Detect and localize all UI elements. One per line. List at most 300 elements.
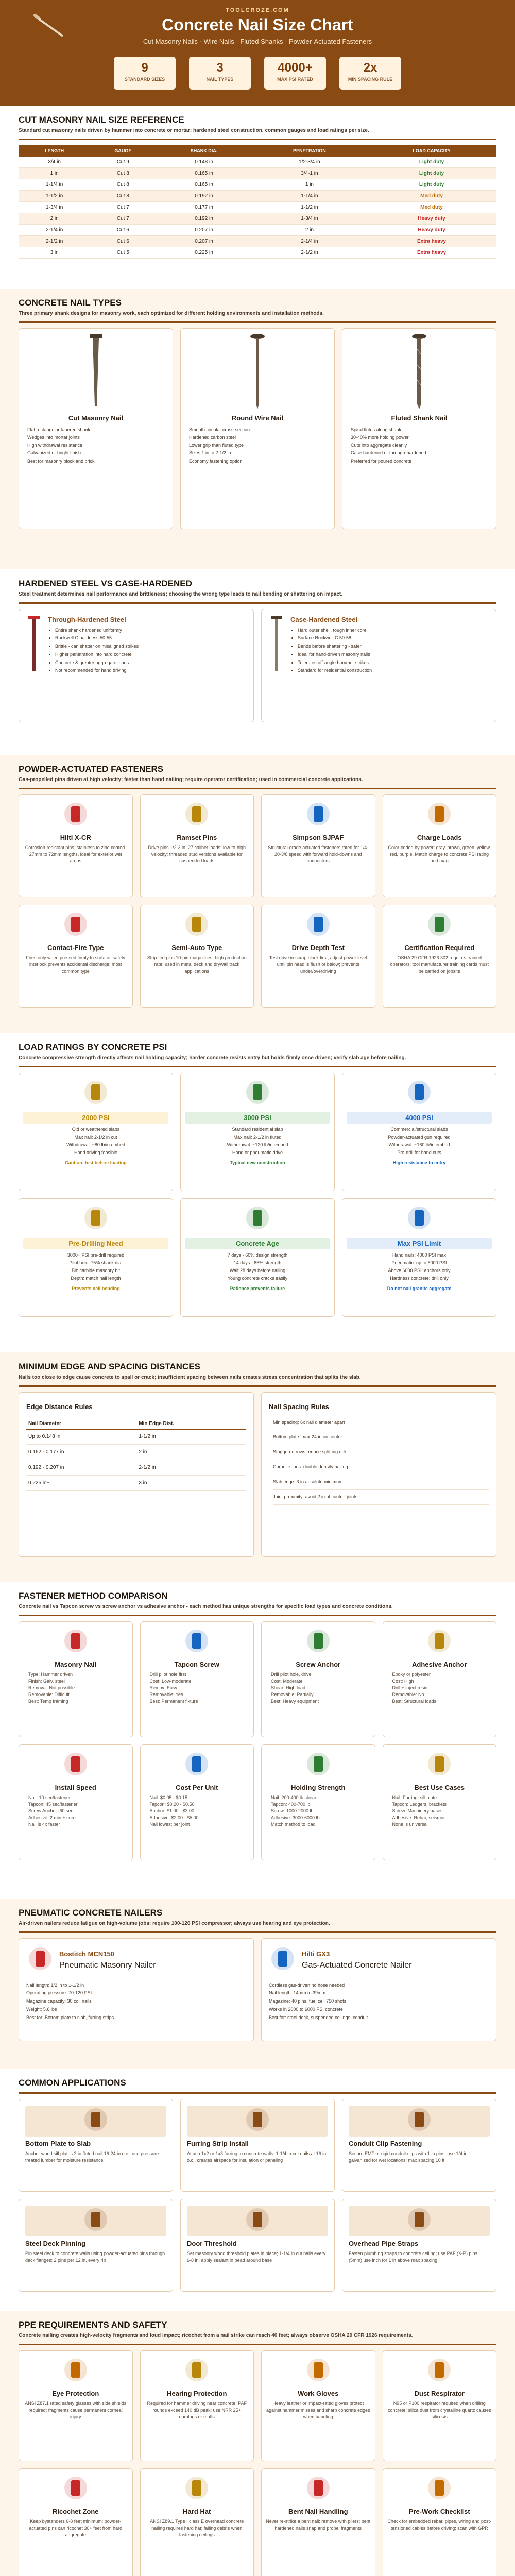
list-item: • Entire shank hardened uniformly: [55, 626, 139, 635]
table-header-row: [19, 145, 496, 157]
powder-card: [383, 794, 497, 897]
table-cell: 1-1/2 in: [19, 190, 90, 201]
size-table: [19, 145, 496, 259]
concrete-block-icon: [347, 1204, 492, 1234]
card-title: Ramset Pins: [177, 833, 217, 841]
card-title: Pre-Work Checklist: [408, 2507, 470, 2515]
list-item: Hardness concrete: drill only: [390, 1276, 449, 1281]
psi-header: 3000 PSI: [185, 1112, 330, 1124]
list-item: Preferred for poured concrete: [351, 458, 412, 464]
psi-card: [180, 1073, 335, 1191]
list-item: Max nail: 2-1/2 in cut: [74, 1134, 117, 1140]
section-divider: [19, 321, 496, 323]
table-row: [19, 179, 496, 190]
list-item: Min spacing: 6x nail diameter apart: [273, 1416, 489, 1431]
pneumatic-section: [0, 1899, 515, 2069]
table-cell: 1-1/2 in: [136, 1429, 246, 1445]
size-table-body: [19, 157, 496, 259]
application-card: [342, 2199, 496, 2292]
table-cell: 0.165 in: [156, 179, 252, 190]
list-item: Hand nails: 4000 PSI max: [392, 1252, 447, 1258]
powder-tool-icon: [387, 910, 492, 941]
card-title: Through-Hardened Steel: [48, 615, 126, 623]
list-item: 7 days - 60% design strength: [227, 1252, 288, 1258]
ppe-icon: [387, 2474, 492, 2504]
card-title: Bostitch MCN150: [59, 1950, 114, 1958]
list-item: Economy fastening option: [189, 458, 243, 464]
list-item: Case-hardened or through-hardened: [351, 450, 426, 456]
col-header: Min Edge Dist.: [136, 1419, 246, 1429]
ppe-icon: [145, 2474, 250, 2504]
powder-card: [261, 905, 375, 1008]
psi-card: [342, 1198, 496, 1317]
card-title: Adhesive Anchor: [412, 1660, 467, 1668]
card-title: Bent Nail Handling: [288, 2507, 348, 2515]
list-item: Cuts into aggregate cleanly: [351, 443, 407, 448]
table-cell: Heavy duty: [367, 224, 496, 235]
ppe-icon: [266, 2356, 371, 2386]
list-item: Corner zones: double density nailing: [273, 1460, 489, 1475]
card-list: [23, 1126, 168, 1157]
table-cell: 0.148 in: [156, 157, 252, 168]
powder-card: [19, 905, 133, 1008]
table-cell: 1-1/4 in: [19, 179, 90, 190]
table-row: [26, 1476, 246, 1491]
card-text: Fires only when pressed firmly to surface; safety interlock prevents accidental discharge; most common type: [26, 955, 126, 974]
card-title: Tapcon Screw: [174, 1660, 219, 1668]
card-title: Eye Protection: [52, 2389, 99, 2397]
nailer-icon: [26, 1945, 54, 1975]
list-item: 3000+ PSI pre-drill required: [67, 1252, 125, 1258]
card-text: Nail: $0.05 - $0.15 Tapcon: $0.20 - $0.50 Anchor: $1.00 - $3.00 Adhesive: $2.00 - $5.00 Nail lowest per joint: [149, 1794, 199, 1827]
list-item: • Tolerates off-angle hammer strikes: [298, 659, 372, 667]
table-cell: 2 in: [136, 1445, 246, 1460]
card-title: Edge Distance Rules: [26, 1402, 93, 1411]
table-row: [26, 1429, 246, 1445]
card-subtitle: Pneumatic Masonry Nailer: [59, 1960, 156, 1970]
card-text: OSHA 29 CFR 1926.302 requires trained operators; tool manufacturer training cards must be carried on jobsite: [390, 955, 489, 974]
powder-tool-icon: [23, 800, 128, 831]
table-cell: 1-3/4 in: [19, 201, 90, 213]
list-item: • Brittle - can shatter on misaligned strikes: [55, 642, 139, 651]
card-text: Heavy leather or impact-rated gloves protect against hammer misses and sharp concrete edges when handling: [266, 2400, 370, 2419]
page-title: Concrete Nail Size Chart: [162, 15, 353, 34]
col-header: LOAD CAPACITY: [367, 145, 496, 157]
application-card: [19, 2199, 173, 2292]
card-text: ANSI Z87.1 rated safety glasses with side shields required; fragments cause permanent corneal injury: [25, 2400, 127, 2419]
ppe-icon: [145, 2356, 250, 2386]
table-cell: Cut 8: [90, 190, 156, 201]
ppe-icon: [266, 2474, 371, 2504]
concrete-block-icon: [23, 1078, 168, 1109]
table-cell: 0.165 in: [156, 167, 252, 179]
card-text: Keep bystanders 6-8 feet minimum; powder-actuated pins can ricochet 30+ feet from hard aggregate: [29, 2518, 123, 2537]
table-cell: 0.192 - 0.207 in: [26, 1460, 136, 1476]
list-item: High withdrawal resistance: [27, 443, 83, 448]
card-title: Conduit Clip Fastening: [349, 2140, 422, 2147]
table-cell: 2-1/2 in: [136, 1460, 246, 1476]
card-title: Case-Hardened Steel: [290, 615, 358, 623]
powder-section: [0, 755, 515, 1033]
stats-row: [0, 57, 515, 90]
section-description: Concrete nailing creates high-velocity fragments and loud impact; ricochet from a nail strike can reach 40 feet; always observe OSHA 29 CFR 1926 requirements.: [19, 2333, 413, 2338]
table-cell: Cut 9: [90, 157, 156, 168]
card-title: Bottom Plate to Slab: [25, 2140, 91, 2147]
card-text: N95 or P100 respirator required when drilling concrete; silica dust from crystalline quartz causes silicosis: [387, 2400, 491, 2419]
card-text: Color-coded by power: gray, brown, green, yellow, red, purple. Match charge to concrete PSI rating and mag: [388, 844, 491, 863]
type-card-fluted: [342, 328, 496, 529]
application-card: [19, 2099, 173, 2192]
stat-number: 2x: [363, 61, 377, 75]
list-item: Withdrawal: ~160 lb/in embed: [388, 1142, 450, 1148]
powder-card: [140, 794, 254, 897]
table-cell: 1 in: [19, 167, 90, 179]
edge-table-body: [26, 1429, 246, 1491]
size-reference-section: [0, 106, 515, 289]
application-icon: [349, 2206, 490, 2236]
stat-number: 3: [216, 61, 224, 75]
card-title: Certification Required: [404, 943, 475, 952]
nail-types-section: [0, 289, 515, 569]
powder-card: [19, 794, 133, 897]
hardened-nail-icon: [26, 616, 42, 677]
edge-section: [0, 1352, 515, 1582]
col-header: GAUGE: [90, 145, 156, 157]
list-item: Nail length: 14mm to 39mm: [269, 1990, 326, 1996]
table-row: [19, 157, 496, 168]
psi-note: Prevents nail bending: [72, 1285, 120, 1291]
list-item: 30-40% more holding power: [351, 434, 409, 440]
table-cell: 1-1/4 in: [252, 190, 367, 201]
fastener-icon: [23, 1750, 128, 1781]
nailer-card: [261, 1938, 496, 2041]
section-divider: [19, 2092, 496, 2094]
table-row: [19, 247, 496, 258]
list-item: Sizes 1 in to 2-1/2 in: [189, 450, 231, 456]
list-item: Standard residential slab: [232, 1126, 283, 1132]
powder-tool-icon: [266, 800, 371, 831]
table-cell: Light duty: [367, 167, 496, 179]
card-text: Required for hammer driving near concrete; PAF rounds exceed 140 dB peak; use NRR 25+ earplugs or muffs: [147, 2400, 247, 2419]
edge-cards: [19, 1392, 496, 1557]
stat-box: [264, 57, 326, 90]
psi-header: 2000 PSI: [23, 1112, 168, 1124]
section-title: PPE REQUIREMENTS AND SAFETY: [19, 2320, 167, 2330]
section-description: Standard cut masonry nails driven by hammer into concrete or mortar; hardened steel construction, common gauges and load ratings per size.: [19, 128, 369, 133]
case-nail-icon: [269, 616, 284, 677]
table-cell: 3 in: [19, 247, 90, 258]
table-cell: 2-1/4 in: [19, 224, 90, 235]
through-hardened-card: [19, 609, 254, 722]
powder-grid: [19, 794, 496, 1008]
stat-number: 9: [141, 61, 148, 75]
powder-tool-icon: [266, 910, 371, 941]
section-divider: [19, 602, 496, 604]
psi-top-grid: [19, 1073, 496, 1191]
card-text: Epoxy or polyester Cost: High Drill + inject resin Removable: No Best: Structural loads: [392, 1671, 437, 1704]
list-item: 14 days - 85% strength: [233, 1260, 282, 1265]
stat-box: [189, 57, 251, 90]
card-title: Dust Respirator: [414, 2389, 465, 2397]
card-title: Contact-Fire Type: [47, 943, 104, 952]
card-list: [48, 626, 139, 675]
psi-card: [19, 1198, 173, 1317]
list-item: Operating pressure: 70-120 PSI: [26, 1990, 92, 1996]
applications-section: [0, 2069, 515, 2311]
list-item: Best for: Bottom plate to slab, furring strips: [26, 2014, 114, 2020]
card-text: Structural-grade actuated fasteners rated for 1/4-20-3/8 speed with forward hold-downs and connectors: [268, 844, 369, 863]
card-text: Nail: Furring, sill plate Tapcon: Ledgers, brackets Screw: Machinery bases Adhesive: Rebar, seismic None is universal: [392, 1794, 447, 1827]
list-item: Max nail: 2-1/2 in fluted: [233, 1134, 282, 1140]
card-list: [347, 1251, 492, 1283]
ppe-card: [383, 2350, 497, 2461]
ppe-icon: [23, 2356, 128, 2386]
card-title: Hilti X-CR: [60, 833, 91, 841]
section-title: FASTENER METHOD COMPARISON: [19, 1591, 168, 1601]
list-item: Best for: steel deck, suspended ceilings, conduit: [269, 2014, 368, 2020]
card-list: [185, 426, 330, 465]
psi-header: 4000 PSI: [347, 1112, 492, 1124]
col-header: Nail Diameter: [26, 1419, 136, 1429]
table-cell: Cut 6: [90, 224, 156, 235]
card-title: Masonry Nail: [55, 1660, 97, 1668]
list-item: Hardened carbon steel: [189, 434, 236, 440]
list-item: Staggered rows reduce splitting risk: [273, 1445, 489, 1460]
fastener-icon: [266, 1627, 371, 1657]
nailer-icon: [269, 1945, 297, 1975]
application-card: [180, 2199, 335, 2292]
ppe-section: [0, 2311, 515, 2576]
psi-note: Caution: test before loading: [65, 1160, 127, 1165]
ppe-card: [261, 2468, 375, 2576]
list-item: Best for masonry block and brick: [27, 458, 95, 464]
psi-card: [19, 1073, 173, 1191]
concrete-block-icon: [347, 1078, 492, 1109]
fluted-nail-icon: [409, 334, 430, 411]
list-item: Slab edge: 3 in absolute minimum: [273, 1475, 489, 1490]
card-title: Drive Depth Test: [291, 943, 345, 952]
section-description: Air-driven nailers reduce fatigue on high-volume jobs; require 100-120 PSI compressor; always use hearing and eye protection.: [19, 1921, 330, 1926]
card-title: Overhead Pipe Straps: [349, 2240, 419, 2247]
application-icon: [25, 2106, 166, 2137]
col-header: PENETRATION: [252, 145, 367, 157]
card-text: Attach 1x2 or 1x3 furring to concrete walls. 1-1/4 in cut nails at 16 in o.c., creates airspace for insulation or paneling: [187, 2151, 327, 2163]
table-row: [19, 235, 496, 247]
card-title: Install Speed: [55, 1783, 96, 1791]
table-row: [19, 224, 496, 235]
table-row: [19, 190, 496, 201]
table-row: [19, 213, 496, 224]
fastener-icon: [387, 1627, 492, 1657]
card-title: Charge Loads: [417, 833, 462, 841]
section-divider: [19, 1385, 496, 1387]
card-title: Hard Hat: [183, 2507, 211, 2515]
steel-cards: [19, 609, 496, 722]
fastener-icon: [266, 1750, 371, 1781]
table-cell: 1-3/4 in: [252, 213, 367, 224]
psi-header: Pre-Drilling Need: [23, 1238, 168, 1249]
table-row: [26, 1445, 246, 1460]
table-cell: 0.225 in: [156, 247, 252, 258]
fastener-icon: [145, 1627, 250, 1657]
section-title: HARDENED STEEL VS CASE-HARDENED: [19, 579, 192, 588]
card-title: Cut Masonry Nail: [68, 414, 124, 422]
method-card: [261, 1621, 375, 1737]
card-title: Hearing Protection: [167, 2389, 227, 2397]
list-item: Weight: 5.6 lbs: [26, 2006, 57, 2012]
table-cell: Cut 5: [90, 247, 156, 258]
list-item: Commercial/structural slabs: [390, 1126, 448, 1132]
fastener-icon: [145, 1750, 250, 1781]
stat-label: MAX PSI RATED: [277, 77, 313, 82]
table-cell: 3 in: [136, 1476, 246, 1491]
list-item: Bottom plate: max 24 in on center: [273, 1430, 489, 1445]
method-card: [383, 1744, 497, 1860]
table-cell: Light duty: [367, 157, 496, 168]
list-item: • Higher penetration into hard concrete: [55, 651, 139, 659]
card-list: [269, 1981, 489, 2022]
section-description: Concrete nail vs Tapcon screw vs screw anchor vs adhesive anchor - each method has unique strengths for specific load types and concrete conditions.: [19, 1604, 393, 1609]
wire-nail-icon: [247, 334, 268, 411]
ppe-card: [140, 2468, 254, 2576]
section-title: CUT MASONRY NAIL SIZE REFERENCE: [19, 115, 184, 125]
section-title: PNEUMATIC CONCRETE NAILERS: [19, 1908, 163, 1918]
fastener-icon: [387, 1750, 492, 1781]
card-list: [185, 1251, 330, 1283]
section-title: POWDER-ACTUATED FASTENERS: [19, 764, 164, 774]
card-text: Type: Hammer driven Finish: Galv. steel Removal: Not possible Removable: Difficult Best: Temp framing: [28, 1671, 75, 1704]
concrete-block-icon: [185, 1078, 330, 1109]
list-item: Spiral flutes along shank: [351, 427, 402, 432]
table-cell: Med duty: [367, 201, 496, 213]
stat-box: [114, 57, 176, 90]
powder-card: [261, 794, 375, 897]
table-cell: Up to 0.148 in: [26, 1429, 136, 1445]
application-icon: [187, 2206, 328, 2236]
powder-card: [383, 905, 497, 1008]
page-subtitle: Cut Masonry Nails · Wire Nails · Fluted Shanks · Powder-Actuated Fasteners: [143, 38, 372, 45]
nail-logo-icon: [31, 10, 72, 41]
card-text: Corrosion-resistant pins, stainless to zinc-coated. 27mm to 72mm lengths, ideal for exterior wet areas: [25, 844, 126, 863]
card-text: Check for embedded rebar, pipes, wiring and post-tensioned cables before driving; scan with GPR: [387, 2518, 492, 2531]
ppe-card: [19, 2468, 133, 2576]
ppe-card: [140, 2350, 254, 2461]
card-text: Secure EMT or rigid conduit clips with 1 in pins; use 1/4 in galvanized for wet locations; max spacing 10 ft: [349, 2151, 468, 2163]
card-text: Never re-strike a bent nail; remove with pliers; bent hardened nails snap and propel fragments: [266, 2518, 371, 2531]
table-cell: 3/4-1 in: [252, 167, 367, 179]
nailer-header: [26, 1945, 246, 1975]
stat-label: MIN SPACING RULE: [348, 77, 393, 82]
list-item: • Rockwell C hardness 50-55: [55, 634, 139, 642]
table-cell: 0.192 in: [156, 190, 252, 201]
application-card: [180, 2099, 335, 2192]
card-text: Nail: 10 sec/fastener Tapcon: 45 sec/fastener Screw Anchor: 60 sec Adhesive: 2 min + cure Nail is 4x faster: [28, 1794, 78, 1827]
method-card: [140, 1621, 254, 1737]
section-divider: [19, 1615, 496, 1616]
table-row: [26, 1460, 246, 1476]
list-item: Lower grip than fluted type: [189, 443, 244, 448]
card-title: Cost Per Unit: [176, 1783, 218, 1791]
card-text: Test drive in scrap block first; adjust power level until pin head is flush or below; prevents under/overdriving: [269, 955, 367, 974]
brand-label: TOOLCROZE.COM: [226, 7, 289, 13]
card-title: Ricochet Zone: [52, 2507, 99, 2515]
edge-distance-card: [19, 1392, 254, 1557]
list-item: Pilot hole: 75% shank dia.: [69, 1260, 123, 1265]
section-description: Concrete compressive strength directly affects nail holding capacity; harder concrete resists entry but holds firmly once driven; verify slab age before nailing.: [19, 1055, 406, 1061]
table-cell: Extra heavy: [367, 235, 496, 247]
list-item: Magazine: 40 pins, fuel cell 750 shots: [269, 1998, 347, 2004]
list-item: Withdrawal: ~80 lb/in embed: [66, 1142, 125, 1148]
steel-section: [0, 569, 515, 755]
psi-note: Do not nail granite aggregate: [387, 1285, 452, 1291]
concrete-block-icon: [185, 1204, 330, 1234]
method-card: [261, 1744, 375, 1860]
psi-note: Patience prevents failure: [230, 1285, 285, 1291]
table-cell: Cut 8: [90, 179, 156, 190]
card-text: Anchor wood sill plates 2 in fluted nail 16-24 in o.c., use pressure-treated lumber for moisture resistance: [25, 2151, 161, 2163]
card-text: Pin steel deck to concrete walls using powder-actuated pins through deck flanges; 2 pins per 12 in, every rib: [25, 2251, 165, 2263]
method-bottom-grid: [19, 1744, 496, 1860]
list-item: • Surface Rockwell C 50-58: [298, 634, 372, 642]
list-item: Depth: match nail length: [71, 1276, 121, 1281]
table-cell: Light duty: [367, 179, 496, 190]
list-item: Powder-actuated gun required: [388, 1134, 451, 1140]
table-cell: Cut 7: [90, 201, 156, 213]
card-text: Nail: 200-400 lb shear Tapcon: 400-700 lb Screw: 1000-2000 lb Adhesive: 3000-6000 lb Match method to load: [271, 1794, 320, 1827]
type-cards: [19, 328, 496, 529]
stat-label: STANDARD SIZES: [124, 77, 165, 82]
psi-bottom-grid: [19, 1198, 496, 1317]
section-title: COMMON APPLICATIONS: [19, 2078, 126, 2088]
table-cell: 0.192 in: [156, 213, 252, 224]
psi-header: Max PSI Limit: [347, 1238, 492, 1249]
ppe-card: [261, 2350, 375, 2461]
concrete-block-icon: [23, 1204, 168, 1234]
cut-nail-icon: [85, 334, 106, 411]
table-cell: 0.207 in: [156, 224, 252, 235]
list-item: Bit: carbide masonry bit: [71, 1268, 121, 1274]
card-text: Drill pilot hole, drive Cost: Moderate Shear: High load Removable: Partially Best: Heavy equipment: [271, 1671, 319, 1704]
card-list: [23, 426, 168, 465]
list-item: Cordless gas-driven no hose needed: [269, 1982, 345, 1988]
section-description: Gas-propelled pins driven at high velocity; faster than hand nailing; require operator certification; used in commercial concrete applications.: [19, 777, 363, 783]
card-title: Steel Deck Pinning: [25, 2240, 86, 2247]
psi-section: [0, 1033, 515, 1352]
card-title: Hilti GX3: [302, 1950, 330, 1958]
table-cell: 3/4 in: [19, 157, 90, 168]
card-text: Strip-fed pins 10-pin magazines; high production rate; used in metal deck and drywall track applications: [147, 955, 247, 974]
card-title: Holding Strength: [291, 1783, 346, 1791]
list-item: • Concrete & greater aggregate loads: [55, 659, 139, 667]
card-list: [347, 1126, 492, 1157]
list-item: • Bends before shattering - safer: [298, 642, 372, 651]
card-list: [26, 1981, 246, 2022]
nailer-card: [19, 1938, 254, 2041]
card-list: [347, 426, 492, 465]
powder-tool-icon: [145, 910, 250, 941]
list-item: Galvanized or bright finish: [27, 450, 81, 456]
pneumatic-cards: [19, 1938, 496, 2041]
spacing-list: [269, 1416, 489, 1505]
table-cell: 1/2-3/4 in: [252, 157, 367, 168]
table-cell: 2-1/2 in: [19, 235, 90, 247]
psi-note: High resistance to entry: [392, 1160, 446, 1165]
list-item: Joint proximity: avoid 2 in of control joints: [273, 1490, 489, 1505]
method-section: [0, 1582, 515, 1899]
list-item: Young concrete cracks easily: [227, 1276, 288, 1281]
card-text: Drive pins 1/2-3 in. 27 caliber loads; low-to-high velocity; threaded stud versions available for suspended loads: [148, 844, 246, 863]
card-text: Fasten plumbing straps to concrete ceiling; use PAF (X-P) pins (5mm) use inch for 1 in above max spacing: [349, 2251, 477, 2263]
